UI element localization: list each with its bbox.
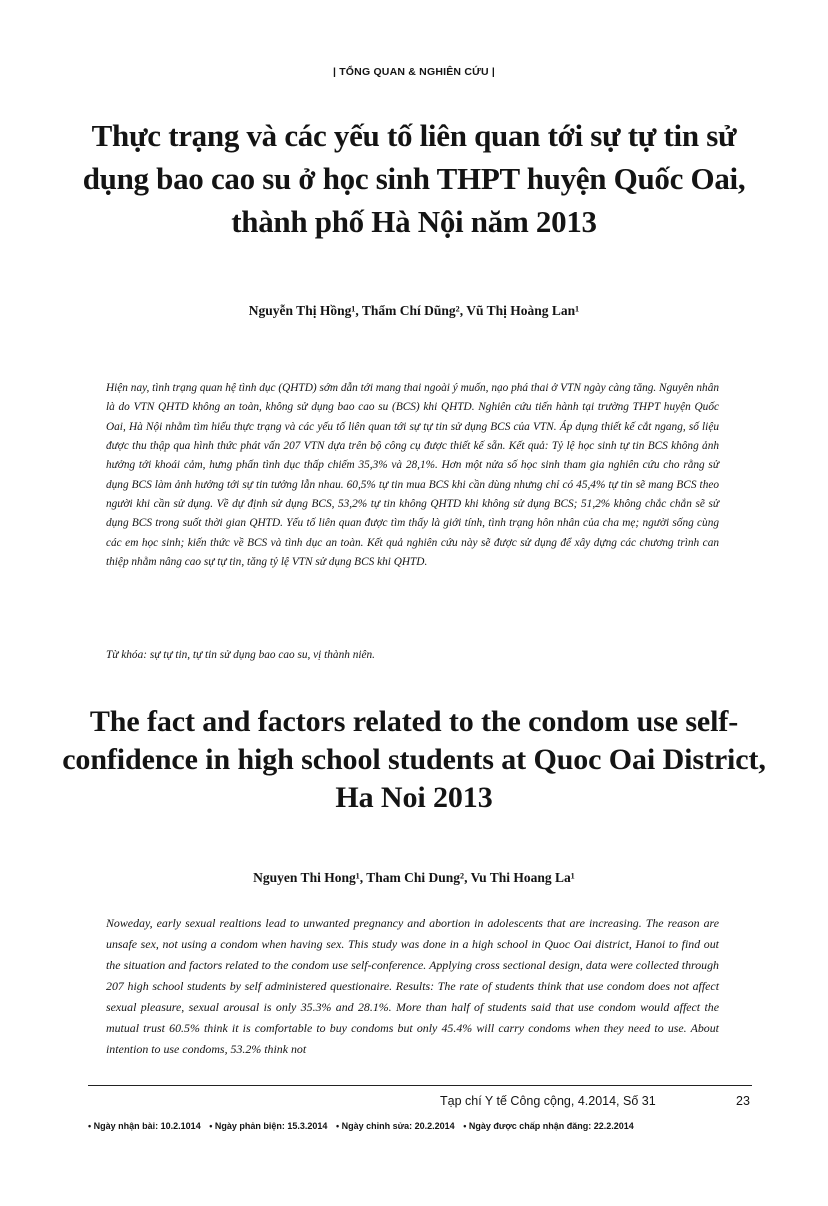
date-accepted: • Ngày được chấp nhận đăng: 22.2.2014 [463, 1121, 634, 1131]
article-title-english: The fact and factors related to the condom use self-confidence in high school students at Quoc Oai District, Ha Noi 2013 [62, 705, 766, 814]
keywords-vietnamese: Từ khóa: sự tự tin, tự tin sử dụng bao cao su, vị thành niên. [106, 649, 375, 661]
abstract-english: Noweday, early sexual realtions lead to unwanted pregnancy and abortion in adolescents that are increasing. The reason are unsafe sex, not using a condom when having sex. This study was done in a high school in Quoc Oai district, Hanoi to find out the situation and factors related to the condom use self-conference. Applying cross sectional design, data were collected through 207 high school students by self administered questionaire. Results: The rate of students think that use condom does not affect sexual pleasure, sexual arousal is only 35.3% and 28.1%. More than half of students said that use condom would affect the mutual trust 60.5% think it is comfortable to buy condoms but only 45.4% will carry condoms when they need to use. About intention to use condoms, 53.2% think not [106, 916, 719, 1056]
section-label: | TỔNG QUAN & NGHIÊN CỨU | [332, 66, 496, 78]
date-review: • Ngày phản biện: 15.3.2014 [209, 1121, 328, 1131]
date-revised: • Ngày chỉnh sửa: 20.2.2014 [335, 1121, 455, 1131]
journal-citation: Tạp chí Y tế Công cộng, 4.2014, Số 31 [440, 1094, 656, 1108]
article-title-vietnamese: Thực trạng và các yếu tố liên quan tới sự tự tin sử dụng bao cao su ở học sinh THPT huyện Quốc Oai, thành phố Hà Nội năm 2013 [82, 118, 746, 239]
page-number: 23 [736, 1094, 750, 1108]
date-received: • Ngày nhận bài: 10.2.1014 [88, 1121, 201, 1131]
authors-vietnamese: Nguyễn Thị Hồng¹, Thẩm Chí Dũng², Vũ Thị Hoàng Lan¹ [248, 303, 580, 318]
abstract-vietnamese: Hiện nay, tình trạng quan hệ tình dục (QHTD) sớm dẫn tới mang thai ngoài ý muốn, nạo phá thai ở VTN ngày càng tăng. Nguyên nhân là do VTN QHTD không an toàn, không sử dụng bao cao su (BCS) khi QHTD. Nghiên cứu tiến hành tại trường THPT huyện Quốc Oai, Hà Nội nhằm tìm hiểu thực trạng và các yếu tố liên quan tới sự tự tin sử dụng BCS của VTN. Áp dụng thiết kế cắt ngang, số liệu được thu thập qua hình thức phát vấn 207 VTN dựa trên bộ công cụ được thiết kế sẵn. Kết quả: Tỷ lệ học sinh tự tin BCS không ảnh hưởng tới khoái cảm, hưng phấn tình dục thấp chiếm 35,3% và 28,1%. Hơn một nửa số học sinh tham gia nghiên cứu cho rằng sử dụng BCS làm ảnh hưởng tới sự tin tưởng lẫn nhau. 60,5% tự tin mua BCS khi cần dùng nhưng chỉ có 45,4% tự tin sẽ mang BCS theo người khi cần sử dụng. Về dự định sử dụng BCS, 53,2% tự tin không QHTD khi không sử dụng BCS; 51,2% không chắc chắn sẽ sử dụng BCS trong suốt thời gian QHTD. Yếu tố liên quan được tìm thấy là giới tính, tình trạng hôn nhân của cha mẹ; người sống cùng các em học sinh; kiến thức về BCS và tình dục an toàn. Kết quả nghiên cứu này sẽ được sử dụng để xây dựng các chương trình can thiệp nhằm nâng cao sự tự tin, tăng tỷ lệ VTN sử dụng BCS khi QHTD. [106, 382, 719, 569]
footer-divider [88, 1085, 752, 1086]
submission-dates [88, 1121, 748, 1131]
authors-english: Nguyen Thi Hong¹, Tham Chi Dung², Vu Thi Hoang La¹ [253, 870, 575, 885]
